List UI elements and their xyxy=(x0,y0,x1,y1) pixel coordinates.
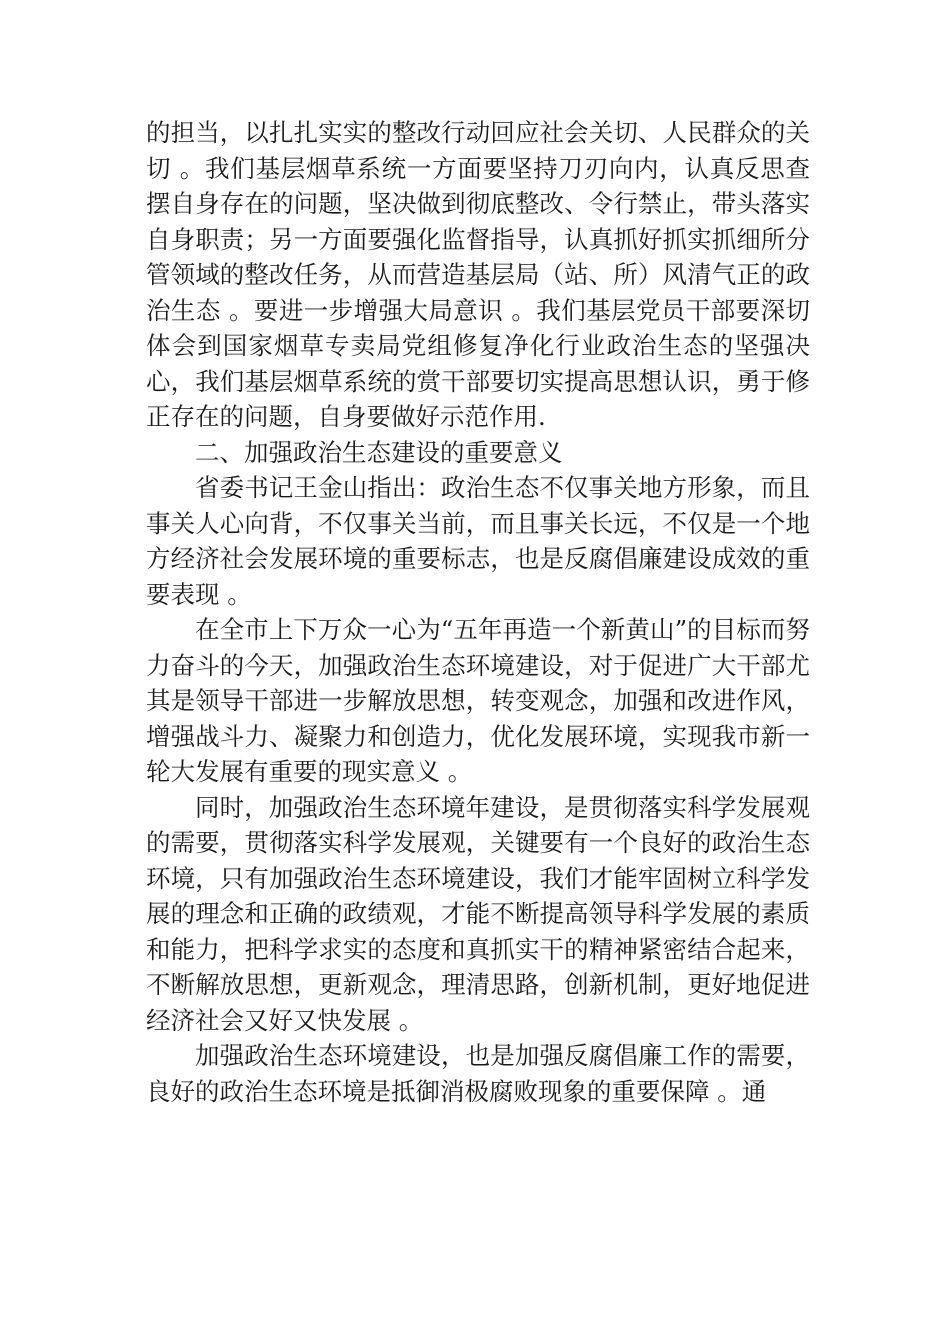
section-heading: 二、加强政治生态建设的重要意义 xyxy=(195,437,563,467)
document-page xyxy=(146,115,810,1109)
paragraph-anti-corruption: 加强政治生态环境建设，也是加强反腐倡廉工作的需要，良好的政治生态环境是抵御消极腐败现象的重要保障 。通 xyxy=(146,1041,810,1106)
paragraph-continuation: 的担当，以扎扎实实的整改行动回应社会关切、人民群众的关切 。我们基层烟草系统一方面要坚持刀刃向内，认真反思查摆自身存在的问题，坚决做到彻底整改、令行禁止，带头落实自身职责；另一方面要强化监督指导，认真抓好抓实抓细所分管领域的整改任务，从而营造基层局（站、所）风清气正的政治生态 。要进一步增强大局意识 。我们基层党员干部要深切体会到国家烟草专卖局党组修复净化行业政治生态的坚强决心，我们基层烟草系统的赏干部要切实提高思想认识，勇于修正存在的问题，自身要做好示范作用. xyxy=(146,118,810,431)
paragraph-significance: 在全市上下万众一心为“五年再造一个新黄山”的目标而努力奋斗的今天，加强政治生态环境建设，对于促进广大干部尤其是领导干部进一步解放思想，转变观念，加强和改进作风，增强战斗力、凝聚力和创造力，优化发展环境，实现我市新一轮大发展有重要的现实意义 。 xyxy=(146,615,810,786)
paragraph-scientific-development: 同时，加强政治生态环境年建设，是贯彻落实科学发展观的需要，贯彻落实科学发展观，关键要有一个良好的政治生态环境，只有加强政治生态环境建设，我们才能牢固树立科学发展的理念和正确的政绩观，才能不断提高领导科学发展的素质和能力，把科学求实的态度和真抓实干的精神紧密结合起来，不断解放思想，更新观念，理清思路，创新机制，更好地促进经济社会又好又快发展 。 xyxy=(146,792,810,1035)
paragraph-quote: 省委书记王金山指出：政治生态不仅事关地方形象，而且事关人心向背，不仅事关当前，而且事关长远，不仅是一个地方经济社会发展环境的重要标志，也是反腐倡廉建设成效的重要表现 。 xyxy=(146,473,810,609)
